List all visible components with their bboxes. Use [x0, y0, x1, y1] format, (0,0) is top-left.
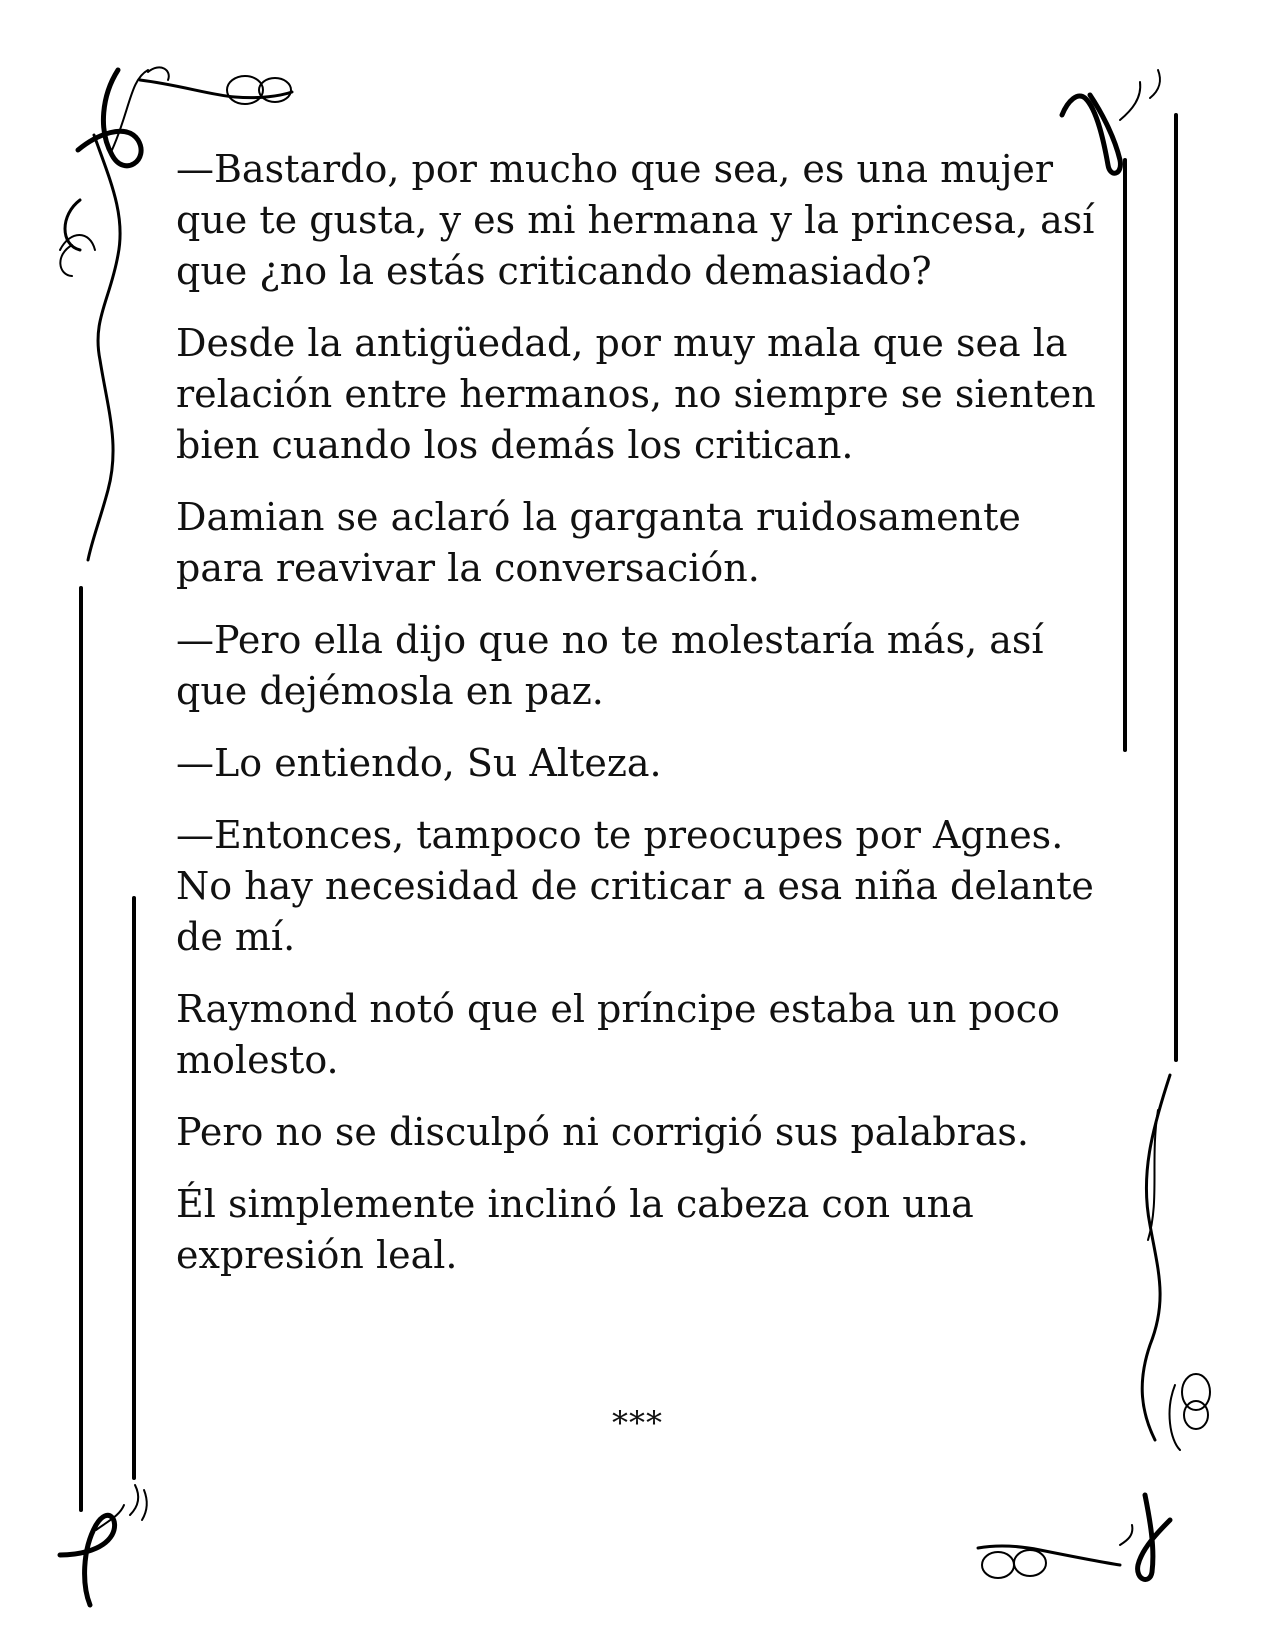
paragraph: —Entonces, tampoco te preocupes por Agnes. No hay necesidad de criticar a esa niña delante de mí.: [176, 813, 1094, 959]
paragraph: —Lo entiendo, Su Alteza.: [176, 741, 662, 785]
paragraph: Damian se aclaró la garganta ruidosamente para reavivar la conversación.: [176, 495, 1021, 590]
paragraph: Pero no se disculpó ni corrigió sus palabras.: [176, 1110, 1029, 1154]
scene-separator: ***: [612, 1404, 663, 1442]
chapter-text: [176, 144, 1106, 1302]
bottom-left-flourish-icon: [60, 1485, 147, 1605]
paragraph: Desde la antigüedad, por muy mala que sea la relación entre hermanos, no siempre se sienten bien cuando los demás los critican.: [176, 321, 1096, 467]
paragraph: —Bastardo, por mucho que sea, es una mujer que te gusta, y es mi hermana y la princesa, así que ¿no la estás criticando demasiado?: [176, 147, 1095, 293]
paragraph: Él simplemente inclinó la cabeza con una expresión leal.: [176, 1182, 974, 1277]
paragraph: Raymond notó que el príncipe estaba un poco molesto.: [176, 987, 1060, 1082]
paragraph: —Pero ella dijo que no te molestaría más, así que dejémosla en paz.: [176, 618, 1044, 713]
